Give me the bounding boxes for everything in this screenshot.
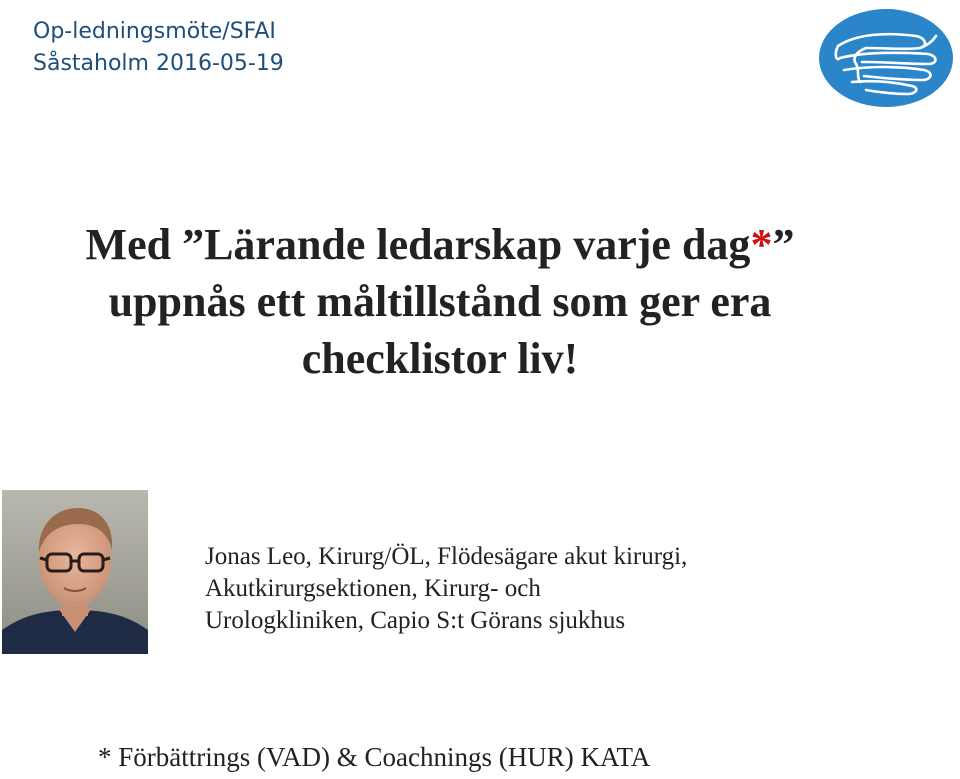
title-close-quote: ”	[772, 220, 795, 269]
title-open-quote: Med ”	[85, 220, 205, 269]
speaker-line-3: Urologkliniken, Capio S:t Görans sjukhus	[205, 607, 626, 634]
title-asterisk: *	[750, 220, 773, 269]
footnote	[98, 740, 650, 774]
meeting-place-date: Såstaholm 2016-05-19	[33, 51, 284, 76]
speaker-photo	[2, 490, 148, 654]
title-line-2: uppnås ett måltillstånd som ger era	[108, 277, 772, 326]
speaker-info	[205, 541, 687, 637]
footnote-text: Förbättrings (VAD) & Coachnings (HUR) KATA	[111, 742, 651, 772]
footnote-asterisk: *	[98, 742, 112, 772]
meeting-header	[33, 16, 284, 80]
title-line-1	[0, 216, 880, 273]
speaker-line-1: Jonas Leo, Kirurg/ÖL, Flödesägare akut kirurgi,	[205, 543, 688, 570]
meeting-name: Op-ledningsmöte/SFAI	[33, 19, 276, 44]
title-line-3: checklistor liv!	[301, 334, 579, 383]
hand-logo-icon	[816, 6, 956, 110]
speaker-line-2: Akutkirurgsektionen, Kirurg- och	[205, 575, 541, 602]
slide-title	[0, 216, 880, 387]
title-line-1-text: Lärande ledarskap varje dag	[204, 220, 751, 269]
